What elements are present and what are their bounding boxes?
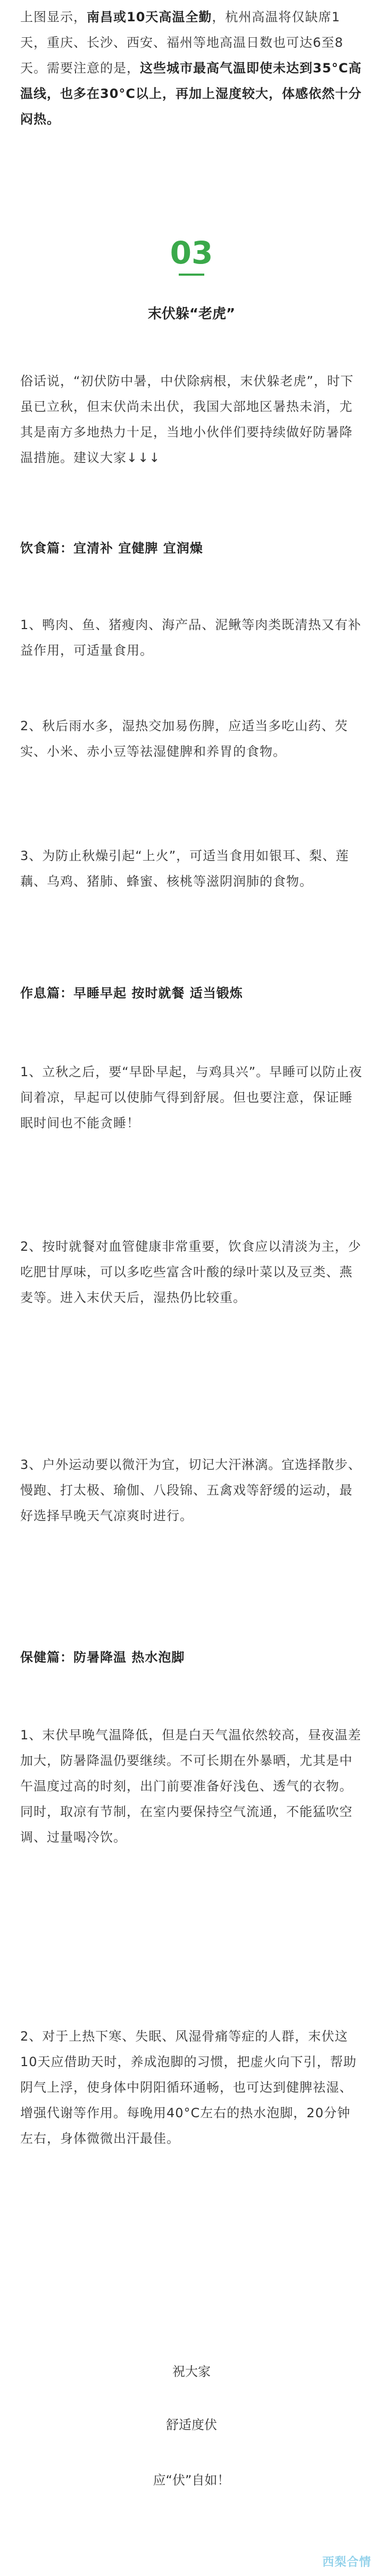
health-item-1: 1、末伏早晚气温降低，但是白天气温依然较高，昼夜温差加大，防暑降温仍要继续。不可长期在外暴晒，尤其是中午温度过高的时刻，出门前要准备好浅色、透气的衣物。同时，取凉有节制，在室内要保持空气流通，不能猛吹空调、过量喝冷饮。 <box>20 1728 362 1845</box>
health-heading: 保健篇：防暑降温 热水泡脚 <box>20 1650 185 1665</box>
section-intro-paragraph: 俗话说，“初伏防中暑，中伏除病根，末伏躲老虎”，时下虽已立秋，但末伏尚未出伏，我国大部地区暑热未消，尤其是南方多地热力十足，当地小伙伴们要持续做好防暑降温措施。建议大家↓↓↓ <box>20 374 354 465</box>
watermark-logo: 西梨合情 <box>322 2556 371 2569</box>
diet-heading: 饮食篇：宜清补 宜健脾 宜润燥 <box>20 541 203 556</box>
intro-bold-a: 南昌或10天高温全勤 <box>87 10 212 24</box>
closing-line-3: 应“伏”自如！ <box>153 2473 230 2488</box>
closing-line-1: 祝大家 <box>172 2364 211 2379</box>
intro-text-b: ，杭州高温将仅缺席1天，重庆、长沙、西安、福州等地高温日数也可达6至8天。需要注意的是， <box>20 10 344 76</box>
section-number-underline <box>179 274 204 276</box>
intro-text-a: 上图显示， <box>20 10 87 24</box>
rest-heading: 作息篇：早睡早起 按时就餐 适当锻炼 <box>20 986 243 1001</box>
rest-item-2: 2、按时就餐对血管健康非常重要，饮食应以清淡为主，少吃肥甘厚味，可以多吃些富含叶酸的绿叶菜以及豆类、燕麦等。进入末伏天后，湿热仍比较重。 <box>20 1239 362 1305</box>
health-item-2: 2、对于上热下寒、失眠、风湿骨痛等症的人群，末伏这10天应借助天时，养成泡脚的习惯，把虚火向下引，帮助阴气上浮，使身体中阴阳循环通畅，也可达到健脾祛湿、增强代谢等作用。每晚用40°C左右的热水泡脚，20分钟左右，身体微微出汗最佳。 <box>20 2029 357 2146</box>
diet-item-3: 3、为防止秋燥引起“上火”，可适当食用如银耳、梨、莲藕、乌鸡、猪肺、蜂蜜、核桃等滋阴润肺的食物。 <box>20 848 349 889</box>
rest-item-3: 3、户外运动要以微汗为宜，切记大汗淋漓。宜选择散步、慢跑、打太极、瑜伽、八段锦、五禽戏等舒缓的运动，最好选择早晚天气凉爽时进行。 <box>20 1457 362 1523</box>
intro-paragraph <box>20 4 363 132</box>
diet-item-1: 1、鸭肉、鱼、猪瘦肉、海产品、泥鳅等肉类既清热又有补益作用，可适量食用。 <box>20 617 362 658</box>
closing-line-2: 舒适度伏 <box>166 2417 217 2432</box>
diet-item-2: 2、秋后雨水多，湿热交加易伤脾，应适当多吃山药、芡实、小米、赤小豆等祛湿健脾和养胃的食物。 <box>20 719 348 759</box>
rest-item-1: 1、立秋之后，要“早卧早起，与鸡具兴”。早睡可以防止夜间着凉，早起可以使肺气得到舒展。但也要注意，保证睡眠时间也不能贪睡！ <box>20 1064 363 1130</box>
section-number: 03 <box>170 235 213 271</box>
section-title: 末伏躲“老虎” <box>147 306 236 322</box>
intro-bold-b: 这些城市最高气温即使未达到35°C高温线，也多在30°C以上，再加上湿度较大，体感依然十分闷热。 <box>20 61 362 127</box>
